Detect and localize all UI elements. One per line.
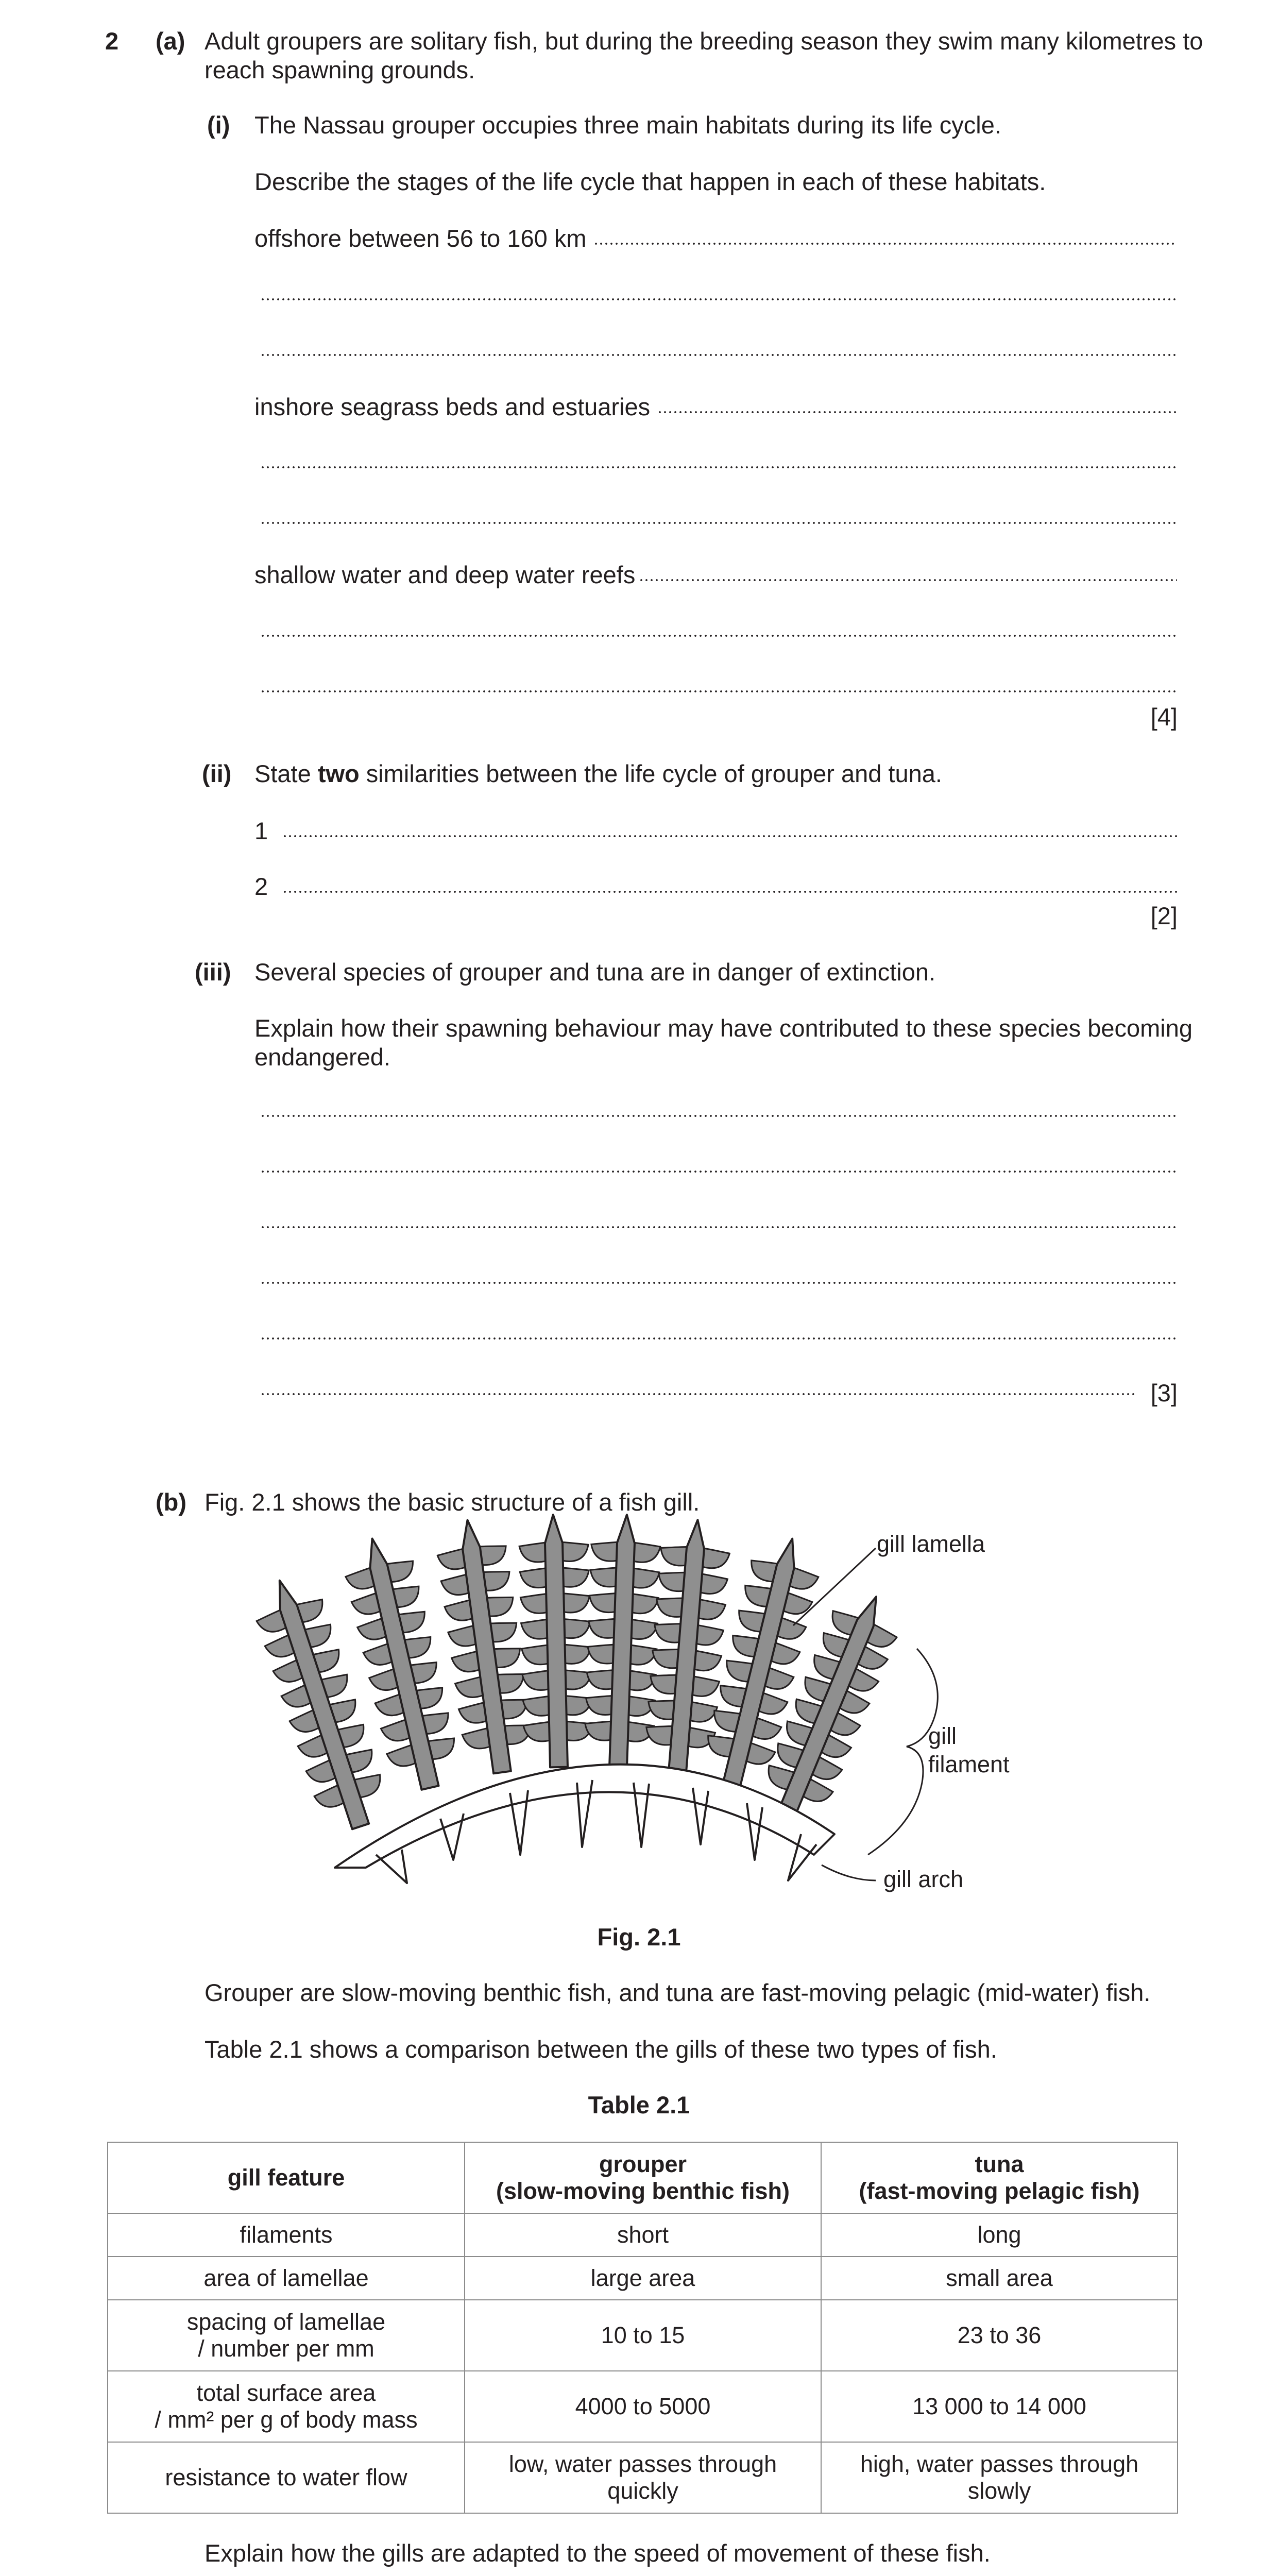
part-iii-text: Several species of grouper and tuna are in danger of extinction. (254, 958, 936, 986)
table-header-cell (465, 2142, 821, 2213)
marks-iii: [3] (1150, 1379, 1178, 1406)
table-cell (821, 2371, 1178, 2442)
gill-lamella (588, 1645, 614, 1664)
part-ii-label: (ii) (202, 760, 232, 787)
gill-lamella (494, 1649, 520, 1668)
gill-lamella (585, 1721, 611, 1740)
cell-text: / mm² per g of body mass (155, 2406, 418, 2433)
gill-lamella (590, 1568, 616, 1587)
label-gill-lamella: gill lamella (877, 1531, 985, 1557)
gill-lamella (437, 1549, 465, 1569)
part-iii-instruction-line2: endangered. (254, 1043, 390, 1071)
gill-lamella (696, 1625, 723, 1645)
part-b-text1: Grouper are slow-moving benthic fish, and tuna are fast-moving pelagic (mid-water) fish. (205, 1979, 1151, 2006)
habitat-1-label: offshore between 56 to 160 km (254, 225, 587, 252)
gill-lamella (649, 1701, 674, 1719)
table-row (108, 2300, 1178, 2371)
marks-ii: [2] (1150, 902, 1178, 929)
cell-text: 23 to 36 (957, 2322, 1042, 2349)
gill-lamella (520, 1594, 547, 1614)
gill-lamella (634, 1543, 660, 1562)
header-text: gill feature (227, 2164, 345, 2191)
table-cell (821, 2213, 1178, 2257)
gill-lamella (698, 1600, 725, 1620)
table-cell (821, 2442, 1178, 2513)
table-row (108, 2213, 1178, 2257)
gill-filament (646, 1520, 730, 1773)
part-b-intro: Fig. 2.1 shows the basic structure of a fish gill. (205, 1488, 700, 1516)
gill-lamella (565, 1645, 591, 1664)
gill-lamella (589, 1594, 615, 1613)
cell-text: spacing of lamellae (186, 2309, 386, 2335)
gill-lamella (632, 1594, 658, 1614)
part-ii-text: State two similarities between the life cycle of grouper and tuna. (254, 760, 942, 787)
gill-lamella (445, 1600, 472, 1620)
gill-lamella (498, 1674, 523, 1693)
part-b-label: (b) (156, 1488, 187, 1516)
gill-lamella (520, 1568, 546, 1588)
cell-text: area of lamellae (203, 2265, 369, 2292)
table-cell (465, 2257, 821, 2300)
table-cell (465, 2213, 821, 2257)
gill-lamella (632, 1620, 658, 1639)
gill-lamella (563, 1568, 589, 1587)
gill-lamella (523, 1722, 550, 1741)
gill-lamella (490, 1623, 516, 1642)
table-header-cell (108, 2142, 465, 2213)
gill-lamella (564, 1594, 589, 1613)
gill-lamella (462, 1728, 490, 1748)
gill-lamella (487, 1597, 513, 1616)
header-text: (slow-moving benthic fish) (496, 2178, 790, 2204)
gill-lamella (692, 1676, 719, 1697)
gill-lamella (455, 1677, 483, 1697)
answer-number-1: 1 (254, 817, 268, 844)
part-iii-label: (iii) (195, 958, 231, 986)
gill-lamella (703, 1548, 729, 1568)
part-a-intro-line2: reach spawning grounds. (205, 56, 475, 83)
part-a-intro-line1: Adult groupers are solitary fish, but during the breeding season they swim many kilometres to (205, 27, 1203, 55)
cell-text: total surface area (196, 2380, 376, 2406)
header-text: (fast-moving pelagic fish) (859, 2178, 1140, 2204)
cell-text: long (977, 2222, 1021, 2248)
cell-text: 13 000 to 14 000 (912, 2393, 1086, 2420)
part-i-text: The Nassau grouper occupies three main habitats during its life cycle. (254, 111, 1001, 139)
table-caption: Table 2.1 (588, 2091, 690, 2119)
gill-lamella (563, 1542, 588, 1561)
label-gill-filament-2: filament (928, 1751, 1010, 1777)
gill-lamella (441, 1574, 469, 1595)
gill-arch (335, 1765, 834, 1868)
table-cell (108, 2300, 465, 2371)
gill-lamella (701, 1574, 727, 1594)
part-iii-instruction-line1: Explain how their spawning behaviour may have contributed to these species becoming (254, 1014, 1193, 1042)
gill-lamella (657, 1598, 683, 1617)
table-cell (108, 2442, 465, 2513)
table-cell (821, 2300, 1178, 2371)
cell-text: 4000 to 5000 (575, 2393, 711, 2420)
figure-caption: Fig. 2.1 (597, 1923, 681, 1951)
part-b-text2: Table 2.1 shows a comparison between the gills of these two types of fish. (205, 2036, 997, 2063)
gill-filament (257, 1581, 380, 1829)
cell-text: filaments (240, 2222, 333, 2248)
part-i-instruction: Describe the stages of the life cycle that happen in each of these habitats. (254, 168, 1046, 195)
header-text: tuna (975, 2151, 1024, 2178)
gill-lamella (586, 1696, 612, 1715)
label-gill-arch: gill arch (883, 1866, 964, 1892)
gill-lamella (589, 1619, 615, 1638)
table-header-row (108, 2142, 1178, 2213)
question-number: 2 (105, 27, 119, 55)
gill-lamella (633, 1568, 659, 1588)
table-cell (108, 2213, 465, 2257)
cell-text: slowly (967, 2478, 1031, 2504)
gill-lamella (521, 1619, 548, 1639)
gill-lamella (591, 1542, 617, 1561)
table-row (108, 2442, 1178, 2513)
gill-lamella (651, 1675, 676, 1693)
cell-text: resistance to water flow (165, 2464, 407, 2491)
gill-comparison-table (107, 2142, 1178, 2514)
table-row (108, 2371, 1178, 2442)
cell-text: 10 to 15 (601, 2322, 685, 2349)
filament-brace (868, 1649, 938, 1855)
cell-text: short (617, 2222, 669, 2248)
gill-lamella (690, 1702, 717, 1722)
gill-lamella (448, 1626, 476, 1646)
gill-lamella (522, 1645, 548, 1665)
table-cell (821, 2257, 1178, 2300)
gill-lamella (458, 1703, 486, 1723)
gill-filament (437, 1520, 531, 1774)
gill-lamella (661, 1547, 687, 1566)
cell-text: low, water passes through (508, 2451, 777, 2478)
table-row (108, 2257, 1178, 2300)
cell-text: small area (946, 2265, 1053, 2292)
table-cell (108, 2257, 465, 2300)
habitat-2-label: inshore seagrass beds and estuaries (254, 393, 651, 420)
cell-text: large area (590, 2265, 695, 2292)
gill-lamella (655, 1624, 680, 1642)
part-i-label: (i) (207, 111, 230, 139)
table-cell (465, 2300, 821, 2371)
habitat-3-label: shallow water and deep water reefs (254, 561, 636, 588)
answer-number-2: 2 (254, 873, 268, 900)
table-cell (108, 2371, 465, 2442)
gill-lamella (519, 1543, 546, 1562)
marks-i: [4] (1150, 703, 1178, 731)
cell-text: high, water passes through (860, 2451, 1139, 2478)
gill-lamella (523, 1696, 549, 1716)
gill-lamella (587, 1670, 612, 1689)
table-header-cell (821, 2142, 1178, 2213)
arch-leader-line (822, 1865, 876, 1880)
gill-lamella (452, 1651, 480, 1671)
gill-lamella (564, 1619, 590, 1638)
table-cell (465, 2371, 821, 2442)
gill-filament (519, 1515, 592, 1767)
cell-text: / number per mm (198, 2335, 374, 2362)
gill-lamella (646, 1726, 672, 1745)
label-gill-filament-1: gill (928, 1723, 957, 1749)
gill-lamella (484, 1572, 509, 1591)
gill-lamella (694, 1651, 721, 1671)
part-b-instruction: Explain how the gills are adapted to the speed of movement of these fish. (205, 2539, 991, 2567)
gill-lamella (659, 1572, 685, 1591)
table-cell (465, 2442, 821, 2513)
gill-lamella (653, 1649, 678, 1668)
header-text: grouper (599, 2151, 687, 2178)
cell-text: quickly (607, 2478, 678, 2504)
gill-lamella (522, 1671, 549, 1690)
gill-lamella (480, 1546, 506, 1565)
part-a-label: (a) (156, 27, 185, 55)
